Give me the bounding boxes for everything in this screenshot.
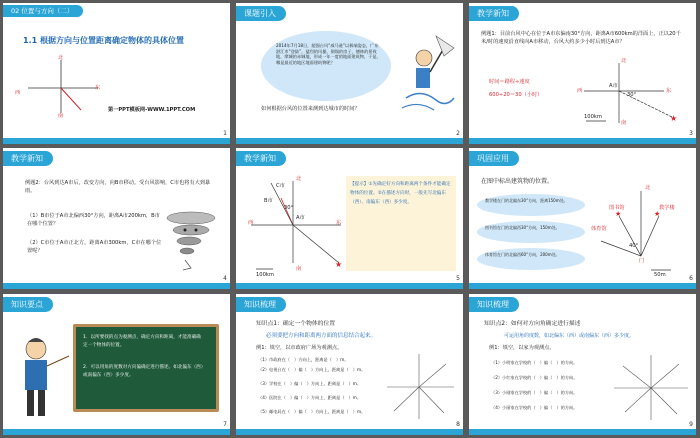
story-cloud (261, 31, 391, 101)
svg-text:★: ★ (335, 260, 343, 269)
slide-4[interactable] (3, 148, 230, 289)
compass-diagram (13, 55, 103, 115)
slide-number: 9 (689, 421, 693, 428)
example-text: 例1：填空，以市政府广场为观测点。 (256, 345, 343, 351)
compass-south: 南 (58, 113, 64, 119)
scale-label: 100km (256, 272, 274, 278)
item-1: （1）市政府在（ ）方向上，距离是（ ）m。 (258, 357, 349, 362)
footer-bar (3, 429, 230, 435)
footer-bar (3, 138, 230, 144)
scale-label: 50m (654, 272, 666, 278)
point-1: 1．以所要找的点为观测点，确定方向和距离，才能准确确定一个物体的位置。 (83, 335, 201, 348)
item-2: （2）电视台在（ ）偏（ ）方向上，距离是（ ）m。 (258, 367, 366, 372)
scale-label: 100km (584, 114, 602, 120)
map-north: 北 (645, 185, 651, 191)
building-b-label: 图书馆 (609, 205, 625, 211)
footer-bar (236, 283, 463, 289)
svg-text:★: ★ (670, 114, 678, 123)
slide-number: 1 (223, 130, 227, 137)
compass-west: 西 (577, 88, 583, 94)
compass-north: 北 (621, 58, 627, 64)
footer-bar (236, 138, 463, 144)
formula-2: 600÷20＝30（小时） (489, 92, 543, 98)
compass-north: 北 (296, 176, 302, 182)
question-2: （2）C市位于A市正北方，距离A市300km，C市在哪个位置呢？ (27, 240, 162, 254)
angle-label: 30° (627, 92, 637, 98)
footer-bar (469, 429, 696, 435)
city-b-label: B市 (264, 198, 273, 204)
footer-bar (236, 429, 463, 435)
direction-diagram (251, 173, 346, 278)
item-3: （3）小刚家在学校的（ ）偏（ ）的方向。 (491, 390, 578, 395)
cloud-3-text: 体育馆在门的北偏西60°方向，200m处。 (485, 252, 560, 257)
slide-9[interactable] (469, 294, 696, 435)
task-text: 在图中标出建筑物的位置。 (481, 178, 554, 185)
direction-diagram (584, 63, 694, 133)
building-c-label: 体育馆 (591, 226, 607, 232)
knowledge-point: 知识点1：确定一个物体的位置 (256, 321, 336, 327)
city-a-label: A市 (296, 215, 305, 221)
slide-title: 1.1 根据方向与位置距离确定物体的具体位置 (23, 36, 184, 45)
knowledge-point: 知识点2：如何对方向角确定进行描述 (484, 321, 581, 327)
slide-2[interactable] (236, 3, 463, 144)
footer-bar (3, 283, 230, 289)
item-3: （3）学校在（ ）偏（ ）方向上，距离是（ ）m。 (258, 381, 362, 386)
item-4: （4）小丽家在学校的（ ）偏（ ）的方向。 (491, 405, 578, 410)
compass-west: 西 (248, 220, 254, 226)
example-text: 例题2：台风到达A市后，改变方向，向B市移动。受台风影响，C市也将有大到暴雨。 (25, 180, 211, 194)
method-text: 【提示】①先确定好方向和距离两个条件才能确定物体的位置。②在描述方向时，一般先写北偏东（西）、南偏东（西）多少度。 (350, 182, 451, 205)
point-2: 2．可以用角的度数对方向偏确定进行描述。如北偏东（西）或南偏东（西）多少度。 (83, 365, 204, 378)
slide-8[interactable] (236, 294, 463, 435)
slide-number: 2 (456, 130, 460, 137)
story-text: 2014年7月18日，超强台风“威马逊”以极端姿态，广东湛江市“登陆”，猛烈的风暴，倒塌的房子，德林的景致地，摩城的赤城地，形成一年一度的地面建筑物，于是，哪是最近的地区地面建筑物呢？ (276, 43, 381, 65)
teacher-icon (11, 334, 71, 429)
storm-person-icon (396, 28, 456, 118)
slide-number: 4 (223, 275, 227, 282)
building-a-label: 教学楼 (659, 205, 675, 211)
cloud-2-text: 图书馆在门的北偏西30°方向，150m处。 (485, 225, 560, 230)
city-label: A市 (609, 83, 618, 89)
slide-number: 5 (456, 275, 460, 282)
item-1: （1）小明家在学校的（ ）偏（ ）的方向。 (491, 360, 578, 365)
gate-label: 门 (639, 258, 645, 264)
compass-west: 西 (15, 90, 21, 96)
svg-text:★: ★ (615, 210, 622, 218)
slide-header: 巩固应用 (469, 151, 519, 166)
slide-number: 3 (689, 130, 693, 137)
slide-number: 8 (456, 421, 460, 428)
location-diagram (611, 352, 691, 424)
footer-bar (469, 283, 696, 289)
slide-header: 教学新知 (3, 151, 53, 166)
slide-header: 课题引入 (236, 6, 286, 21)
compass-north: 北 (58, 55, 64, 61)
slide-number: 6 (689, 275, 693, 282)
subtitle: 必须要把方向和距离两方面的信息结合起来。 (266, 333, 377, 339)
location-diagram (384, 349, 459, 424)
example-text: 例题1：目前台风中心在位于A市东偏南30°方向，距离A市600km的洋面上，正以20千米/时的速度沿直线向A市移动，台风大约多少小时后到达A市？ (481, 31, 681, 45)
slide-number: 7 (223, 421, 227, 428)
item-5: （5）邮电局在（ ）偏（ ）方向上，距离是（ ）m。 (258, 409, 366, 414)
compass-east: 东 (336, 220, 342, 226)
cloud-1-text: 教学楼在门的北偏东30°方向，距离150m处。 (485, 198, 568, 203)
slide-footer: 第一PPT模板网-WWW.1PPT.COM (108, 107, 196, 113)
question-1: （1）B市位于A市北偏西30°方向，距离A市200km，B市在哪个位置？ (27, 213, 160, 227)
slide-1[interactable] (3, 3, 230, 144)
slide-5[interactable] (236, 148, 463, 289)
slide-6[interactable] (469, 148, 696, 289)
compass-east: 东 (95, 85, 101, 91)
slide-header: 知识梳理 (236, 297, 286, 312)
item-2: （2）小红家在学校的（ ）偏（ ）的方向。 (491, 375, 578, 380)
angle-label: 40° (629, 243, 639, 249)
city-c-label: C市 (276, 183, 285, 189)
slide-header: 知识梳理 (469, 297, 519, 312)
slide-3[interactable] (469, 3, 696, 144)
slide-header: 教学新知 (469, 6, 519, 21)
slide-header: 教学新知 (236, 151, 286, 166)
footer-bar (469, 138, 696, 144)
slide-header: 02 位置与方向（二） (3, 5, 83, 17)
svg-text:★: ★ (654, 210, 661, 218)
example-text: 例1：填空，以家为观测点。 (489, 345, 555, 351)
slide-header: 知识要点 (3, 297, 53, 312)
compass-south: 南 (621, 120, 627, 126)
subtitle: 可运用角的度数，如北偏东（西）或南偏东（西）多少度。 (504, 333, 635, 339)
question-text: 如何根据台风的位置来测到达城市的时间？ (261, 106, 360, 112)
angle-label: 30° (284, 205, 294, 211)
item-4: （4）医院在（ ）偏（ ）方向上，距离是（ ）m。 (258, 395, 362, 400)
formula-1: 时间＝路程÷速度 (489, 79, 530, 85)
tornado-icon (163, 208, 218, 273)
compass-east: 东 (666, 88, 672, 94)
compass-south: 南 (296, 266, 302, 272)
slide-7[interactable] (3, 294, 230, 435)
